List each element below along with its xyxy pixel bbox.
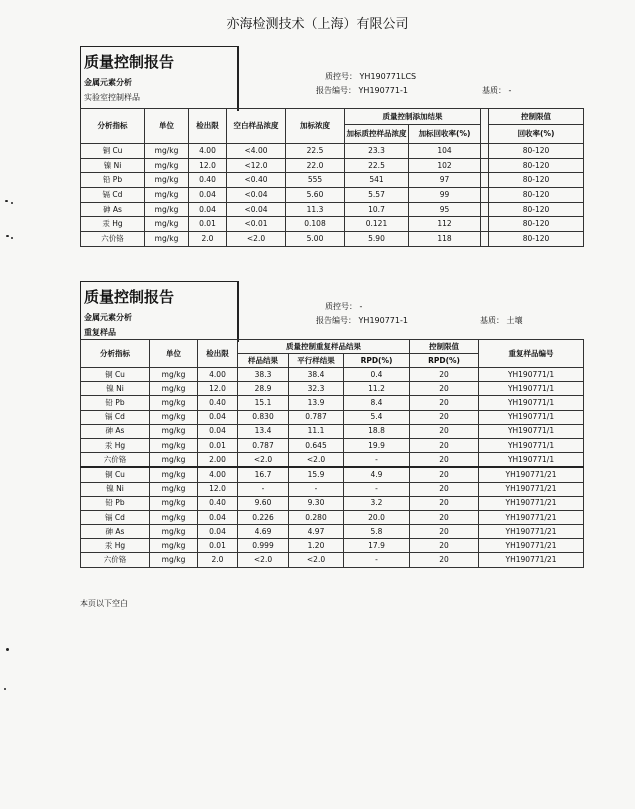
table-row <box>81 410 584 424</box>
cell-dl: 2.0 <box>189 232 227 247</box>
cell-unit: mg/kg <box>150 525 198 539</box>
cell-blank: <2.0 <box>227 232 286 247</box>
cell-unit: mg/kg <box>150 396 198 410</box>
cell-dl: 4.00 <box>198 467 238 482</box>
col-item: 分析指标 <box>81 340 150 368</box>
cell-parallel: 11.1 <box>289 424 344 438</box>
cell-dl: 0.04 <box>198 410 238 424</box>
col-dl: 检出限 <box>189 109 227 144</box>
col-group-limit: 控制限值 <box>410 340 479 354</box>
cell-dup-no: YH190771/1 <box>479 424 584 438</box>
report-number <box>316 315 408 326</box>
cell-recovery: 95 <box>409 202 481 217</box>
cell-item: 铜 Cu <box>81 144 145 159</box>
cell-rpd: - <box>344 553 410 567</box>
cell-limit: 20 <box>410 438 479 452</box>
cell-sample: 9.60 <box>238 496 289 510</box>
cell-unit: mg/kg <box>150 553 198 567</box>
matrix <box>482 85 511 96</box>
table-row <box>81 438 584 452</box>
cell-limit: 80-120 <box>489 158 584 173</box>
col-recovery: 加标回收率(%) <box>409 125 481 144</box>
report-number-label: 报告编号： <box>316 316 356 325</box>
col-parallel: 平行样结果 <box>289 354 344 368</box>
col-item: 分析指标 <box>81 109 145 144</box>
cell-dl: 0.04 <box>198 510 238 524</box>
cell-limit: 20 <box>410 382 479 396</box>
cell-parallel: 9.30 <box>289 496 344 510</box>
scan-speck <box>5 200 8 202</box>
cell-sample: 0.787 <box>238 438 289 452</box>
table-row <box>81 217 584 232</box>
cell-dl: 0.40 <box>189 173 227 188</box>
col-group-dup: 质量控制重复样品结果 <box>238 340 410 354</box>
scan-speck <box>6 648 9 651</box>
cell-unit: mg/kg <box>150 453 198 468</box>
cell-unit: mg/kg <box>150 467 198 482</box>
cell-rpd: 5.8 <box>344 525 410 539</box>
cell-parallel: 4.97 <box>289 525 344 539</box>
col-dup-no: 重复样品编号 <box>479 340 584 368</box>
cell-dup-no: YH190771/1 <box>479 368 584 382</box>
col-gap <box>481 109 489 144</box>
cell-unit: mg/kg <box>150 496 198 510</box>
report-number-value: YH190771-1 <box>358 86 408 95</box>
cell-limit: 20 <box>410 539 479 553</box>
cell-dup-no: YH190771/21 <box>479 510 584 524</box>
cell-limit: 80-120 <box>489 217 584 232</box>
cell-limit: 80-120 <box>489 188 584 203</box>
col-blank: 空白样品浓度 <box>227 109 286 144</box>
cell-limit: 80-120 <box>489 232 584 247</box>
cell-unit: mg/kg <box>150 382 198 396</box>
report-title: 质量控制报告 <box>84 53 175 71</box>
cell-item: 六价铬 <box>81 232 145 247</box>
duplicate-table <box>80 339 584 568</box>
scan-speck <box>11 237 13 239</box>
scan-speck <box>6 235 9 237</box>
cell-rpd: 3.2 <box>344 496 410 510</box>
scan-speck <box>11 202 13 204</box>
cell-dl: 0.04 <box>198 525 238 539</box>
cell-dl: 4.00 <box>198 368 238 382</box>
cell-unit: mg/kg <box>150 539 198 553</box>
cell-unit: mg/kg <box>150 424 198 438</box>
cell-limit: 20 <box>410 496 479 510</box>
cell-unit: mg/kg <box>145 202 189 217</box>
report-title-box <box>80 46 239 111</box>
cell-parallel: <2.0 <box>289 453 344 468</box>
cell-rpd: 11.2 <box>344 382 410 396</box>
report-number-label: 报告编号： <box>316 86 356 95</box>
cell-sample: 0.226 <box>238 510 289 524</box>
matrix-label: 基质： <box>480 316 504 325</box>
col-group-qc: 质量控制添加结果 <box>345 109 481 125</box>
qc-number-value: - <box>359 302 363 311</box>
cell-rpd: 0.4 <box>344 368 410 382</box>
cell-dl: 0.04 <box>189 188 227 203</box>
table-row <box>81 510 584 524</box>
col-limit: 回收率(%) <box>489 125 584 144</box>
sample-type: 重复样品 <box>84 328 116 337</box>
cell-dup-no: YH190771/21 <box>479 553 584 567</box>
company-header: 亦海检测技术（上海）有限公司 <box>226 17 409 32</box>
table-row <box>81 553 584 567</box>
cell-dl: 0.40 <box>198 496 238 510</box>
cell-sample: 38.3 <box>238 368 289 382</box>
cell-item: 砷 As <box>81 202 145 217</box>
cell-parallel: 0.645 <box>289 438 344 452</box>
col-dl: 检出限 <box>198 340 238 368</box>
matrix-value: - <box>508 86 512 95</box>
table-row <box>81 158 584 173</box>
cell-spike: 22.0 <box>286 158 345 173</box>
cell-limit: 20 <box>410 453 479 468</box>
cell-dl: 0.04 <box>189 202 227 217</box>
cell-item: 镍 Ni <box>81 382 150 396</box>
cell-unit: mg/kg <box>145 217 189 232</box>
cell-parallel: 0.280 <box>289 510 344 524</box>
cell-item: 铅 Pb <box>81 396 150 410</box>
cell-rpd: 19.9 <box>344 438 410 452</box>
cell-dup-no: YH190771/1 <box>479 382 584 396</box>
cell-rpd: 18.8 <box>344 424 410 438</box>
cell-unit: mg/kg <box>150 438 198 452</box>
cell-spiked-conc: 23.3 <box>345 144 409 159</box>
cell-limit: 20 <box>410 553 479 567</box>
cell-rpd: - <box>344 482 410 496</box>
cell-item: 铅 Pb <box>81 496 150 510</box>
cell-item: 镉 Cd <box>81 410 150 424</box>
cell-dl: 12.0 <box>198 382 238 396</box>
cell-recovery: 112 <box>409 217 481 232</box>
cell-sample: 0.999 <box>238 539 289 553</box>
cell-sample: 0.830 <box>238 410 289 424</box>
table-row <box>81 144 584 159</box>
cell-limit: 20 <box>410 482 479 496</box>
qc-report-duplicate <box>80 281 583 581</box>
cell-unit: mg/kg <box>145 144 189 159</box>
cell-limit: 20 <box>410 396 479 410</box>
cell-gap <box>481 144 489 159</box>
cell-sample: 28.9 <box>238 382 289 396</box>
cell-sample: 16.7 <box>238 467 289 482</box>
cell-dup-no: YH190771/21 <box>479 525 584 539</box>
cell-limit: 20 <box>410 410 479 424</box>
col-rpd: RPD(%) <box>344 354 410 368</box>
cell-spiked-conc: 5.57 <box>345 188 409 203</box>
cell-spiked-conc: 0.121 <box>345 217 409 232</box>
matrix-value: 土壤 <box>506 316 523 325</box>
cell-gap <box>481 158 489 173</box>
cell-spiked-conc: 541 <box>345 173 409 188</box>
cell-gap <box>481 202 489 217</box>
cell-item: 镉 Cd <box>81 188 145 203</box>
table-row <box>81 173 584 188</box>
cell-item: 铜 Cu <box>81 467 150 482</box>
cell-item: 镍 Ni <box>81 158 145 173</box>
cell-blank: <4.00 <box>227 144 286 159</box>
cell-dl: 0.40 <box>198 396 238 410</box>
cell-dl: 0.01 <box>198 539 238 553</box>
cell-unit: mg/kg <box>150 368 198 382</box>
cell-item: 镍 Ni <box>81 482 150 496</box>
cell-limit: 20 <box>410 525 479 539</box>
cell-gap <box>481 217 489 232</box>
cell-blank: <0.04 <box>227 188 286 203</box>
cell-recovery: 99 <box>409 188 481 203</box>
cell-dl: 12.0 <box>189 158 227 173</box>
cell-spike: 22.5 <box>286 144 345 159</box>
cell-gap <box>481 232 489 247</box>
col-sample: 样品结果 <box>238 354 289 368</box>
report-subtitle: 金属元素分析 <box>84 313 132 322</box>
cell-parallel: 13.9 <box>289 396 344 410</box>
table-row <box>81 539 584 553</box>
table-row <box>81 453 584 468</box>
page-end-note: 本页以下空白 <box>80 599 128 608</box>
cell-item: 汞 Hg <box>81 438 150 452</box>
cell-item: 六价铬 <box>81 453 150 468</box>
cell-dl: 0.01 <box>189 217 227 232</box>
col-limit: RPD(%) <box>410 354 479 368</box>
cell-dl: 12.0 <box>198 482 238 496</box>
cell-spike: 555 <box>286 173 345 188</box>
cell-item: 铜 Cu <box>81 368 150 382</box>
cell-dup-no: YH190771/1 <box>479 438 584 452</box>
cell-parallel: 32.3 <box>289 382 344 396</box>
cell-sample: - <box>238 482 289 496</box>
cell-item: 汞 Hg <box>81 539 150 553</box>
table-row <box>81 467 584 482</box>
table-row <box>81 482 584 496</box>
report-title-box <box>80 281 239 342</box>
scan-speck <box>4 688 6 690</box>
cell-item: 六价铬 <box>81 553 150 567</box>
cell-parallel: 1.20 <box>289 539 344 553</box>
cell-parallel: <2.0 <box>289 553 344 567</box>
cell-item: 铅 Pb <box>81 173 145 188</box>
cell-limit: 20 <box>410 467 479 482</box>
lcs-table <box>80 108 584 247</box>
cell-recovery: 97 <box>409 173 481 188</box>
cell-dup-no: YH190771/1 <box>479 453 584 468</box>
cell-spiked-conc: 22.5 <box>345 158 409 173</box>
cell-parallel: - <box>289 482 344 496</box>
cell-dl: 2.00 <box>198 453 238 468</box>
cell-rpd: 17.9 <box>344 539 410 553</box>
cell-item: 砷 As <box>81 424 150 438</box>
cell-dl: 0.04 <box>198 424 238 438</box>
cell-spike: 0.108 <box>286 217 345 232</box>
table-row <box>81 368 584 382</box>
qc-number-label: 质控号： <box>325 72 357 81</box>
cell-unit: mg/kg <box>145 158 189 173</box>
cell-limit: 80-120 <box>489 202 584 217</box>
report-title: 质量控制报告 <box>84 288 175 306</box>
cell-blank: <12.0 <box>227 158 286 173</box>
table-row <box>81 188 584 203</box>
qc-number <box>325 301 362 312</box>
cell-sample: 4.69 <box>238 525 289 539</box>
qc-report-lcs <box>80 46 583 256</box>
report-subtitle: 金属元素分析 <box>84 78 132 87</box>
table-row <box>81 382 584 396</box>
cell-spiked-conc: 5.90 <box>345 232 409 247</box>
cell-dup-no: YH190771/1 <box>479 410 584 424</box>
cell-unit: mg/kg <box>145 232 189 247</box>
cell-unit: mg/kg <box>145 188 189 203</box>
cell-gap <box>481 188 489 203</box>
qc-number-label: 质控号： <box>325 302 357 311</box>
cell-dl: 0.01 <box>198 438 238 452</box>
report-number-value: YH190771-1 <box>358 316 408 325</box>
cell-parallel: 0.787 <box>289 410 344 424</box>
cell-limit: 20 <box>410 510 479 524</box>
table-row <box>81 525 584 539</box>
cell-limit: 20 <box>410 424 479 438</box>
cell-dup-no: YH190771/1 <box>479 396 584 410</box>
cell-spike: 5.60 <box>286 188 345 203</box>
cell-sample: 15.1 <box>238 396 289 410</box>
cell-spike: 11.3 <box>286 202 345 217</box>
qc-number-value: YH190771LCS <box>359 72 417 81</box>
cell-item: 镉 Cd <box>81 510 150 524</box>
matrix-label: 基质： <box>482 86 506 95</box>
cell-rpd: 4.9 <box>344 467 410 482</box>
cell-limit: 80-120 <box>489 144 584 159</box>
cell-recovery: 104 <box>409 144 481 159</box>
table-row <box>81 396 584 410</box>
cell-parallel: 15.9 <box>289 467 344 482</box>
cell-dup-no: YH190771/21 <box>479 482 584 496</box>
cell-gap <box>481 173 489 188</box>
cell-rpd: - <box>344 453 410 468</box>
cell-recovery: 118 <box>409 232 481 247</box>
cell-rpd: 8.4 <box>344 396 410 410</box>
cell-dup-no: YH190771/21 <box>479 539 584 553</box>
cell-sample: 13.4 <box>238 424 289 438</box>
table-row <box>81 232 584 247</box>
col-unit: 单位 <box>145 109 189 144</box>
cell-blank: <0.40 <box>227 173 286 188</box>
cell-item: 汞 Hg <box>81 217 145 232</box>
cell-blank: <0.04 <box>227 202 286 217</box>
table-row <box>81 202 584 217</box>
cell-dup-no: YH190771/21 <box>479 496 584 510</box>
cell-rpd: 20.0 <box>344 510 410 524</box>
cell-unit: mg/kg <box>145 173 189 188</box>
sample-type: 实验室控制样品 <box>84 93 140 102</box>
report-number <box>316 85 408 96</box>
cell-sample: <2.0 <box>238 453 289 468</box>
table-row <box>81 496 584 510</box>
cell-unit: mg/kg <box>150 510 198 524</box>
cell-sample: <2.0 <box>238 553 289 567</box>
cell-recovery: 102 <box>409 158 481 173</box>
col-spike: 加标浓度 <box>286 109 345 144</box>
cell-spiked-conc: 10.7 <box>345 202 409 217</box>
cell-dl: 4.00 <box>189 144 227 159</box>
table-row <box>81 424 584 438</box>
cell-parallel: 38.4 <box>289 368 344 382</box>
cell-blank: <0.01 <box>227 217 286 232</box>
cell-unit: mg/kg <box>150 410 198 424</box>
qc-number <box>325 71 416 82</box>
cell-dup-no: YH190771/21 <box>479 467 584 482</box>
cell-item: 砷 As <box>81 525 150 539</box>
cell-unit: mg/kg <box>150 482 198 496</box>
col-spiked-conc: 加标质控样品浓度 <box>345 125 409 144</box>
cell-rpd: 5.4 <box>344 410 410 424</box>
cell-spike: 5.00 <box>286 232 345 247</box>
cell-limit: 80-120 <box>489 173 584 188</box>
col-group-limit: 控制限值 <box>489 109 584 125</box>
cell-limit: 20 <box>410 368 479 382</box>
cell-dl: 2.0 <box>198 553 238 567</box>
matrix <box>480 315 523 326</box>
col-unit: 单位 <box>150 340 198 368</box>
